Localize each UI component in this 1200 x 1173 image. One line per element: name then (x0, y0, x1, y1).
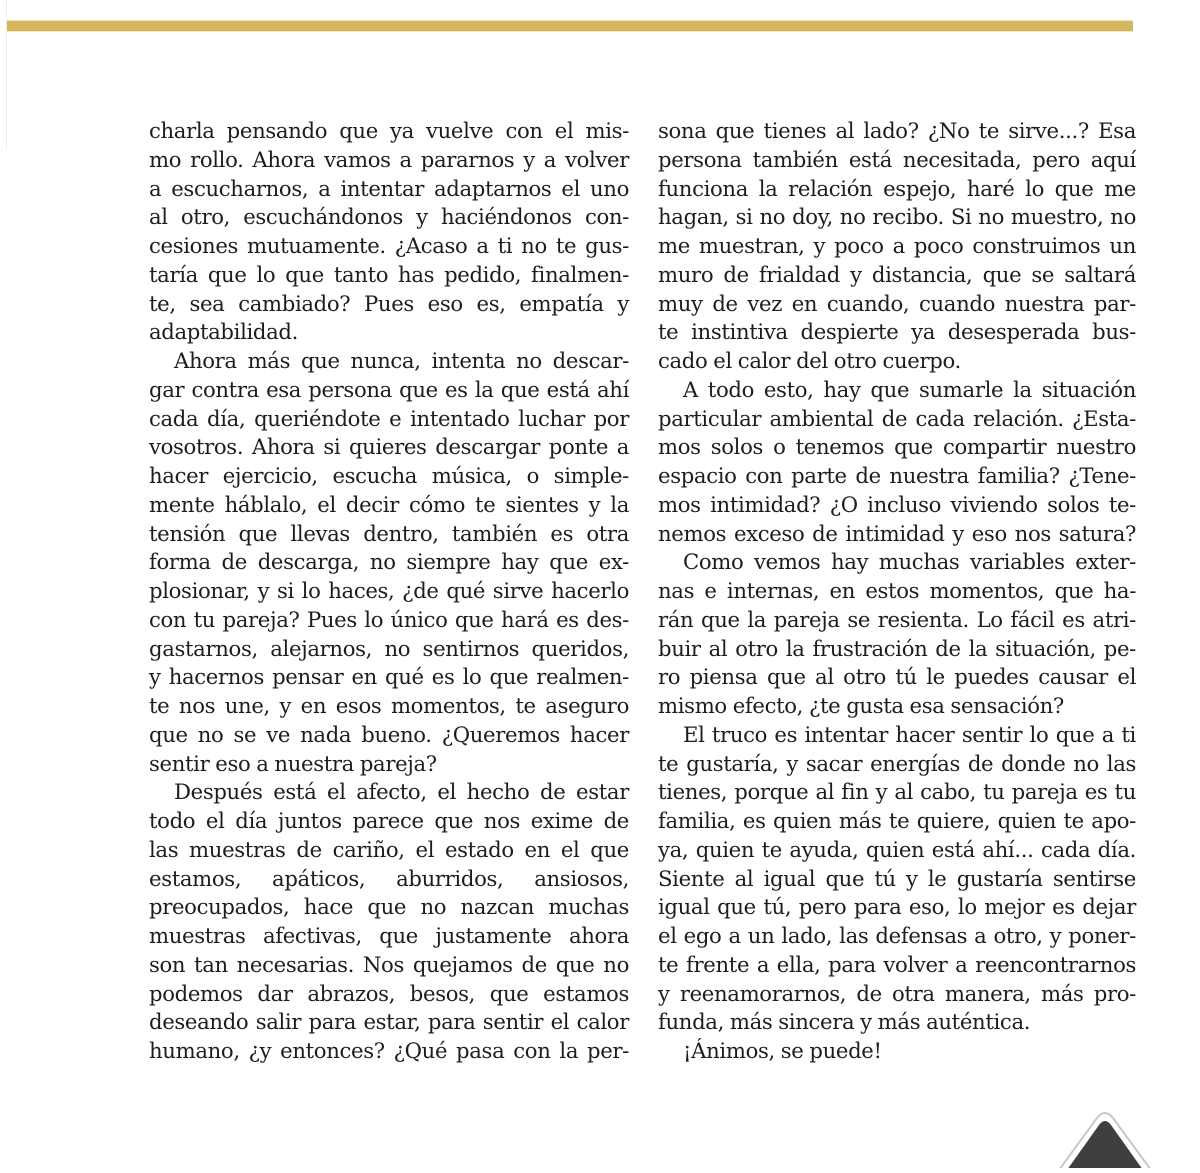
text-line: vosotros. Ahora si quieres descargar ponte a (149, 434, 629, 460)
triangle-up-icon (1053, 1108, 1157, 1168)
text-line: espacio con parte de nuestra familia? ¿Tene- (658, 463, 1136, 488)
text-line: mos solos o tenemos que compartir nuestro (658, 434, 1136, 460)
text-line: ya, quien te ayuda, quien está ahí... cada día. (658, 836, 1136, 862)
text-line: muro de frialdad y distancia, que se saltará (658, 261, 1136, 287)
text-line: sona que tienes al lado? ¿No te sirve...? Esa (658, 118, 1136, 143)
text-line: te frente a ella, para volver a reencontrarnos (658, 951, 1136, 977)
text-line: todo el día juntos parece que nos exime de (149, 808, 629, 833)
text-line: Siente al igual que tú y le gustaría sentirse (658, 865, 1136, 891)
article-column-right (658, 117, 1136, 1066)
text-line: ro piensa que al otro tú le puedes causar el (658, 664, 1136, 690)
text-line: tensión que llevas dentro, también es otra (149, 520, 629, 546)
text-line: buir al otro la frustración de la situación, pe- (658, 635, 1136, 661)
text-line: nemos exceso de intimidad y eso nos satura? (658, 520, 1136, 546)
text-line: preocupados, hace que no nazcan muchas (149, 894, 629, 920)
text-line: cado el calor del otro cuerpo. (658, 348, 961, 373)
text-line: taría que lo que tanto has pedido, finalmen- (149, 261, 629, 287)
text-line: y hacernos pensar en qué es lo que realmen- (149, 664, 629, 690)
text-line: te nos une, y en esos momentos, te aseguro (149, 693, 629, 718)
text-line: Después está el afecto, el hecho de estar (174, 779, 629, 805)
text-line: adaptabilidad. (149, 319, 299, 345)
text-line: con tu pareja? Pues lo único que hará es des- (149, 606, 629, 632)
text-line: A todo esto, hay que sumarle la situación (683, 376, 1136, 402)
scroll-to-top-button[interactable] (1053, 1108, 1157, 1168)
text-line: las muestras de cariño, el estado en el que (149, 836, 629, 862)
text-line: hacer ejercicio, escucha música, o simple- (149, 463, 629, 488)
text-line: forma de descarga, no siempre hay que ex- (149, 549, 629, 575)
text-line: rán que la pareja se resienta. Lo fácil es atri- (658, 606, 1136, 632)
text-line: estamos, apáticos, aburridos, ansiosos, (149, 865, 629, 891)
text-line: humano, ¿y entonces? ¿Qué pasa con la per- (149, 1038, 629, 1063)
text-line: nas e internas, en estos momentos, que ha- (658, 578, 1136, 603)
text-line: sentir eso a nuestra pareja? (149, 750, 437, 776)
text-line: mo rollo. Ahora vamos a pararnos y a volver (149, 146, 629, 172)
text-line: funciona la relación espejo, haré lo que me (658, 175, 1136, 201)
text-line: gastarnos, alejarnos, no sentirnos queridos, (149, 635, 629, 661)
text-line: cesiones mutuamente. ¿Acaso a ti no te gus- (149, 233, 629, 258)
text-line: deseando salir para estar, para sentir el calor (149, 1009, 629, 1035)
text-line: gar contra esa persona que es la que está ahí (149, 376, 629, 402)
text-line: te, sea cambiado? Pues eso es, empatía y (149, 290, 629, 316)
text-line: muestras afectivas, que justamente ahora (149, 923, 629, 948)
text-line: plosionar, y si lo haces, ¿de qué sirve hacerlo (149, 578, 629, 603)
text-line: mente háblalo, el decir cómo te sientes y la (149, 491, 629, 517)
header-gold-rule (7, 21, 1133, 31)
text-line: a escucharnos, a intentar adaptarnos el uno (149, 175, 629, 201)
text-line: tienes, porque al fin y al cabo, tu pareja es tu (658, 779, 1136, 805)
text-line: hagan, si no doy, no recibo. Si no muestro, no (658, 204, 1136, 230)
text-line: igual que tú, pero para eso, lo mejor es dejar (658, 894, 1136, 920)
text-line: El truco es intentar hacer sentir lo que a ti (683, 721, 1136, 747)
text-line: funda, más sincera y más auténtica. (658, 1009, 1031, 1035)
text-line: muy de vez en cuando, cuando nuestra par- (658, 290, 1136, 316)
text-line: me muestran, y poco a poco construimos un (658, 233, 1136, 258)
text-line: y reenamorarnos, de otra manera, más pro- (658, 980, 1136, 1006)
text-line: cada día, queriéndote e intentado luchar por (149, 405, 629, 431)
text-line: familia, es quien más te quiere, quien te apo- (658, 808, 1136, 833)
text-line: mos intimidad? ¿O incluso viviendo solos te- (658, 491, 1136, 517)
text-line: persona también está necesitada, pero aquí (658, 146, 1136, 172)
text-line: te gustaría, y sacar energías de donde no las (658, 750, 1136, 776)
text-line: el ego a un lado, las defensas a otro, y poner- (658, 923, 1136, 948)
article-column-left (149, 117, 629, 1066)
text-line: particular ambiental de cada relación. ¿Esta- (658, 405, 1136, 431)
text-line: Como vemos hay muchas variables exter- (683, 549, 1136, 575)
text-line: Ahora más que nunca, intenta no descar- (174, 348, 629, 373)
text-line: podemos dar abrazos, besos, que estamos (149, 980, 629, 1006)
text-line: ¡Ánimos, se puede! (683, 1038, 882, 1063)
text-line: mismo efecto, ¿te gusta esa sensación? (658, 693, 1064, 718)
text-line: que no se ve nada bueno. ¿Queremos hacer (149, 721, 629, 747)
text-line: te instintiva despierte ya desesperada bus- (658, 319, 1136, 345)
text-line: al otro, escuchándonos y haciéndonos con- (149, 204, 629, 230)
text-line: son tan necesarias. Nos quejamos de que no (149, 951, 629, 977)
text-line: charla pensando que ya vuelve con el mis- (149, 118, 629, 143)
